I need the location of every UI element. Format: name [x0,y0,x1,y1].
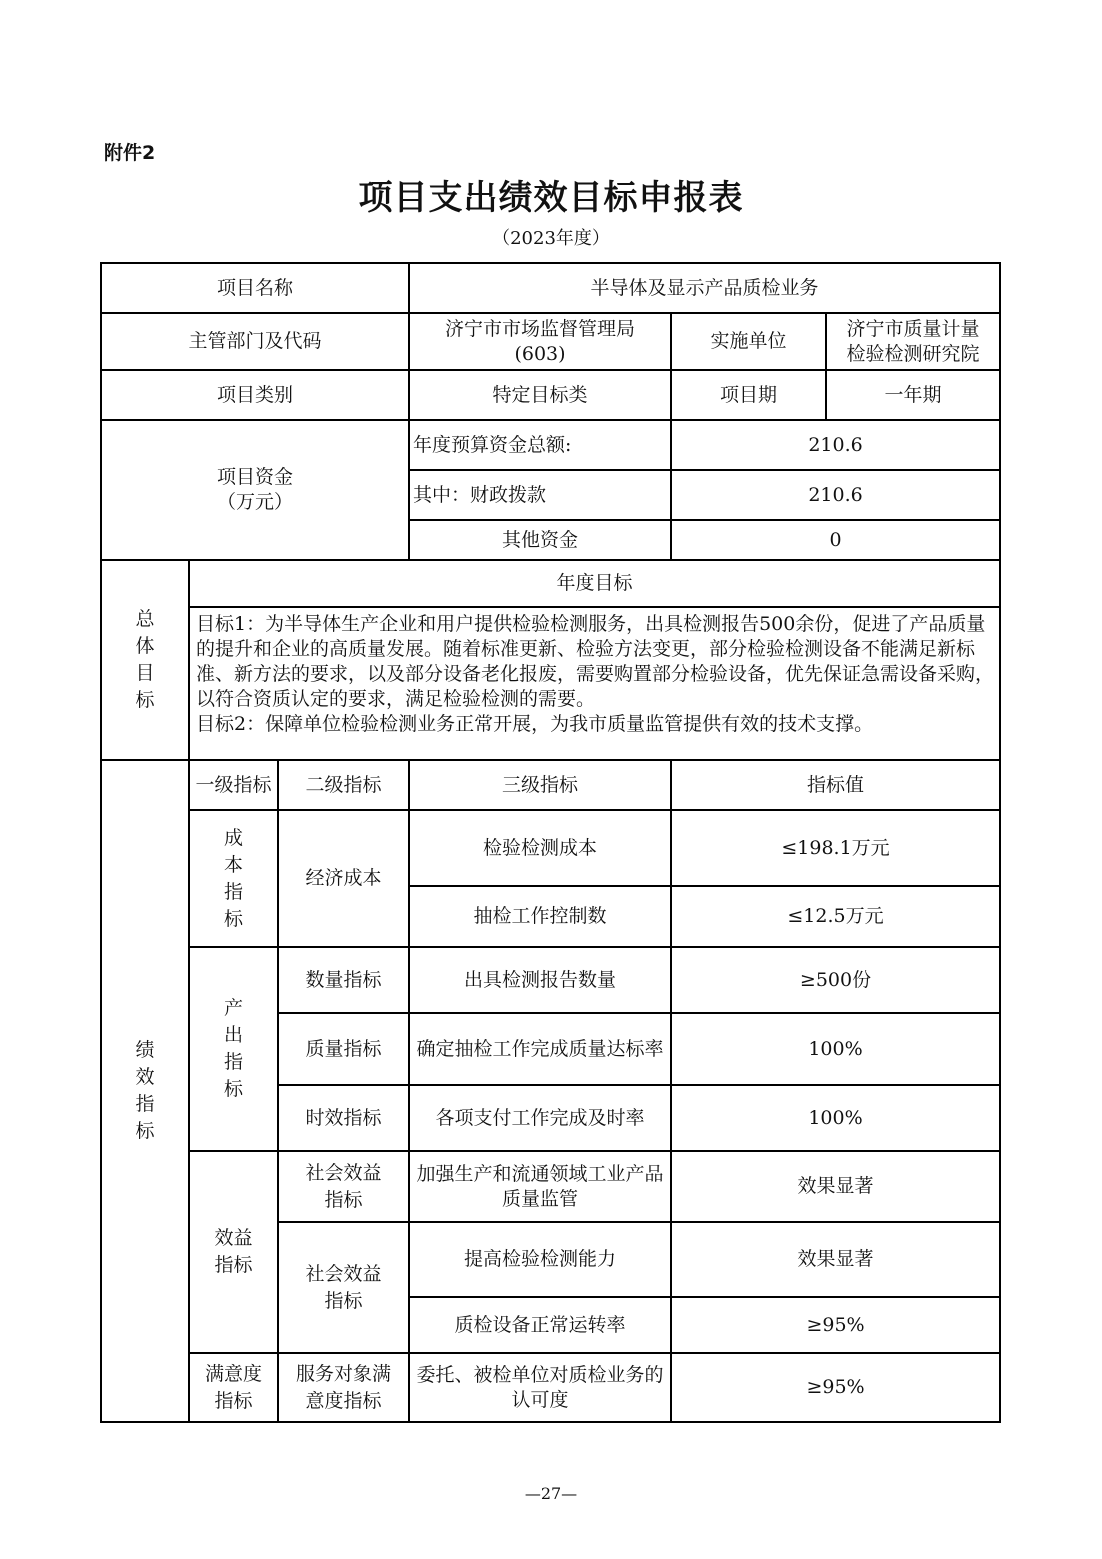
table-row-name: 抽检工作控制数 [409,886,671,947]
cost-indicator-label: 成本指标 [189,810,278,947]
social-benefit-label: 社会效益指标 [278,1151,409,1222]
impl-label: 实施单位 [671,313,826,370]
impl-value: 济宁市质量计量 检验检测研究院 [826,313,1000,370]
annual-goal-text [189,607,1000,760]
table-row-value: ≥95% [671,1353,1000,1422]
performance-indicator-label: 绩效指标 [101,760,189,1422]
goal-1: 目标1：为半导体生产企业和用户提供检验检测服务，出具检测报告500余份，促进了产品质量的提升和企业的高质量发展。随着标准更新、检验方法变更，部分检验检测设备不能满足新标准、新方法的要求，以及部分设备老化报废，需要购置部分检验设备，优先保证急需设备采购，以符合资质认定的要求，满足检验检测的需要。 [196,613,995,710]
econ-cost-label: 经济成本 [278,810,409,947]
other-funds-label: 其他资金 [409,520,671,560]
table-row-value: ≤198.1万元 [671,810,1000,886]
table-row-name: 质检设备正常运转率 [409,1297,671,1353]
performance-target-table [100,262,1001,1423]
col-level2-header: 二级指标 [278,760,409,810]
time-indicator-label: 时效指标 [278,1085,409,1151]
table-row-value: 100% [671,1085,1000,1151]
fiscal-value: 210.6 [671,470,1000,520]
table-row-value: ≥500份 [671,947,1000,1013]
category-value: 特定目标类 [409,370,671,420]
table-row-name: 检验检测成本 [409,810,671,886]
category-label: 项目类别 [101,370,409,420]
dept-value [409,313,671,370]
quantity-indicator-label: 数量指标 [278,947,409,1013]
table-row-value: ≤12.5万元 [671,886,1000,947]
annual-goal-header: 年度目标 [189,560,1000,607]
col-value-header: 指标值 [671,760,1000,810]
output-indicator-label: 产出指标 [189,947,278,1151]
report-year: （2023年度） [492,228,610,249]
page-number: —27— [524,1484,578,1503]
table-row-name: 委托、被检单位对质检业务的认可度 [409,1353,671,1422]
other-funds-value: 0 [671,520,1000,560]
table-row-name: 确定抽检工作完成质量达标率 [409,1013,671,1085]
quality-indicator-label: 质量指标 [278,1013,409,1085]
table-row-name: 出具检测报告数量 [409,947,671,1013]
total-budget-value: 210.6 [671,420,1000,470]
table-row-value: ≥95% [671,1297,1000,1353]
table-row-value: 100% [671,1013,1000,1085]
dept-name: 济宁市市场监督管理局 [445,317,636,340]
social-benefit-label-2: 社会效益指标 [278,1222,409,1353]
col-level1-header: 一级指标 [189,760,278,810]
table-row-name: 加强生产和流通领域工业产品质量监管 [409,1151,671,1222]
table-row-name: 提高检验检测能力 [409,1222,671,1297]
page-title: 项目支出绩效目标申报表 [358,178,744,218]
service-satisfaction-label: 服务对象满意度指标 [278,1353,409,1422]
period-value: 一年期 [826,370,1000,420]
funds-label: 项目资金 （万元） [101,420,409,560]
benefit-indicator-label: 效益指标 [189,1151,278,1353]
fiscal-label: 其中：财政拨款 [409,470,671,520]
dept-code: (603) [514,342,566,365]
table-row-value: 效果显著 [671,1151,1000,1222]
total-budget-label: 年度预算资金总额: [409,420,671,470]
overall-goal-label: 总体目标 [101,560,189,760]
satisfaction-indicator-label: 满意度指标 [189,1353,278,1422]
table-row-name: 各项支付工作完成及时率 [409,1085,671,1151]
table-row-value: 效果显著 [671,1222,1000,1297]
goal-2: 目标2：保障单位检验检测业务正常开展，为我市质量监管提供有效的技术支撑。 [196,713,874,735]
col-level3-header: 三级指标 [409,760,671,810]
attachment-label: 附件2 [104,142,156,164]
dept-label: 主管部门及代码 [101,313,409,370]
period-label: 项目期 [671,370,826,420]
project-name-label: 项目名称 [101,263,409,313]
project-name-value: 半导体及显示产品质检业务 [409,263,1000,313]
